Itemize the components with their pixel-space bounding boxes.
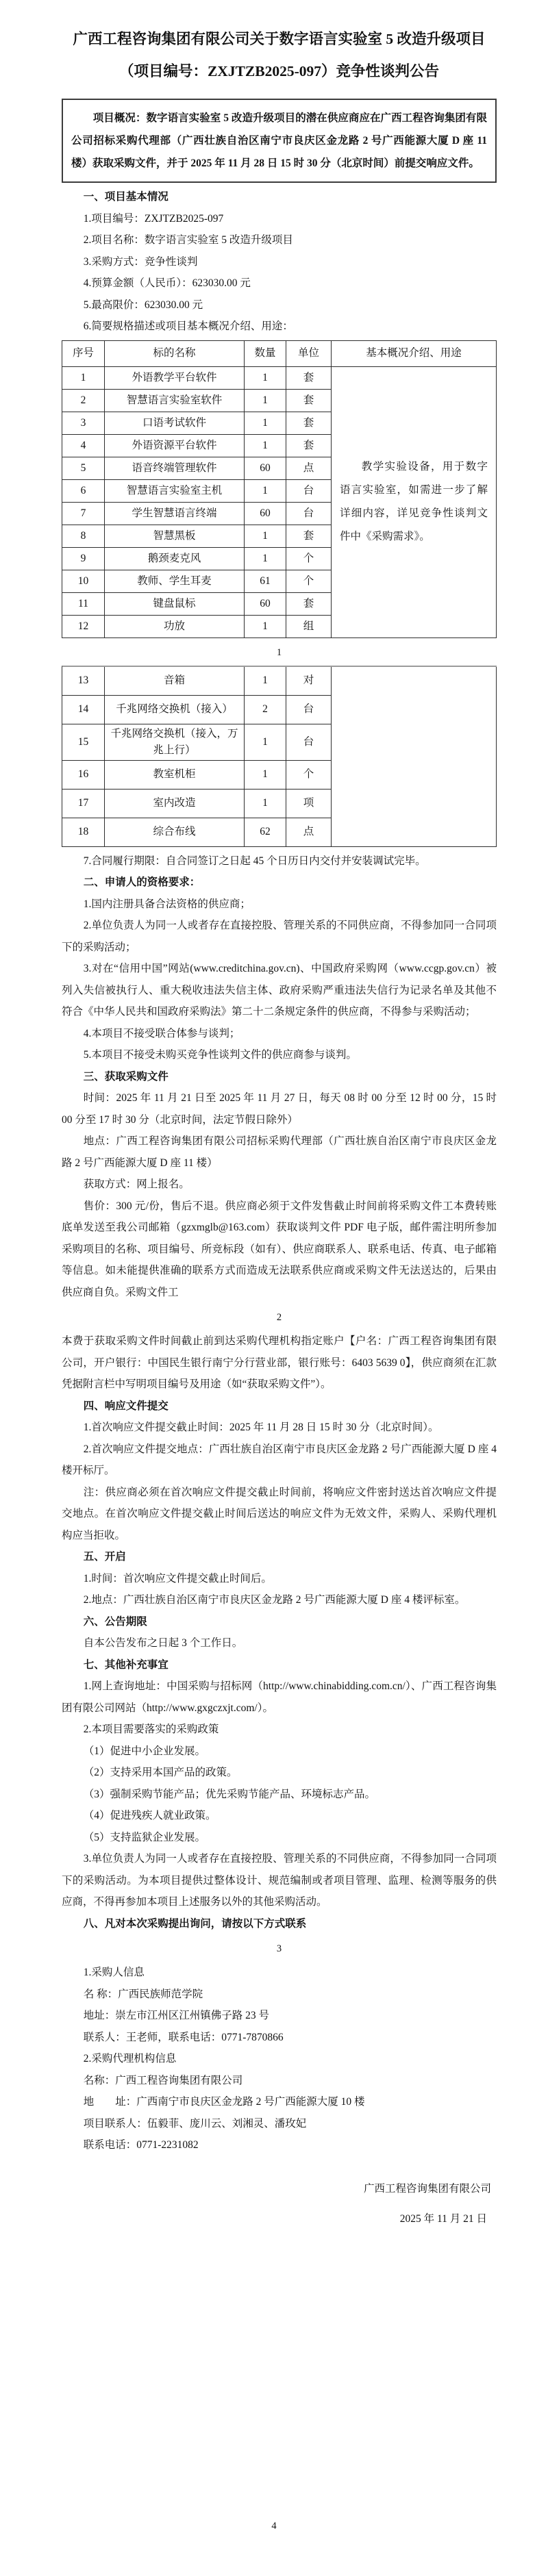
page-number-3: 3: [276, 1943, 282, 1954]
paragraph: 注：供应商必须在首次响应文件提交截止时间前，将响应文件密封送达首次响应文件提交地点。在首次响应文件提交截止时间后送达的响应文件为无效文件，采购人、采购代理机构应当拒收。: [62, 1486, 497, 1541]
table-cell-unit: 套: [286, 435, 332, 457]
table-cell-no: 16: [62, 761, 105, 790]
table-cell-name: 功放: [105, 616, 245, 638]
table-cell-name: 综合布线: [105, 818, 245, 847]
paragraph: 七、其他补充事宜: [83, 1658, 169, 1671]
title-line-2: （项目编号：ZXJTZB2025-097）竞争性谈判公告: [119, 63, 440, 79]
table-cell-qty: 62: [245, 818, 286, 847]
paragraph: 2.单位负责人为同一人或者存在直接控股、管理关系的不同供应商，不得参加同一合同项下的采购活动；: [62, 920, 497, 953]
table-cell-no: 8: [62, 525, 105, 548]
page-number-1: 1: [276, 646, 282, 658]
table-cell-qty: 1: [245, 390, 286, 412]
table-header-qty: 数量: [245, 341, 286, 367]
table-cell-unit: 台: [286, 724, 332, 761]
paragraph: 三、获取采购文件: [83, 1070, 169, 1083]
table-cell-no: 1: [62, 367, 105, 390]
table-cell-unit: 点: [286, 818, 332, 847]
table-cell-no: 12: [62, 616, 105, 638]
paragraph: 7.合同履行期限：自合同签订之日起 45 个日历日内交付并安装调试完毕。: [83, 855, 426, 867]
table-cell-unit: 套: [286, 593, 332, 616]
paragraph: 1.首次响应文件提交截止时间：2025 年 11 月 28 日 15 时 30 分（北京时间）。: [83, 1422, 439, 1433]
table-cell-no: 10: [62, 570, 105, 593]
table-cell-name: 教室机柜: [105, 761, 245, 790]
table-cell-qty: 60: [245, 593, 286, 616]
table-cell-unit: 个: [286, 761, 332, 790]
table-header-unit: 单位: [286, 341, 332, 367]
table-cell-no: 9: [62, 548, 105, 570]
table-cell-qty: 60: [245, 503, 286, 525]
table-cell-qty: 61: [245, 570, 286, 593]
table-cell-name: 教师、学生耳麦: [105, 570, 245, 593]
project-overview-body: 数字语言实验室 5 改造升级项目的潜在供应商应在广西工程咨询集团有限公司招标采购代理部（广西壮族自治区南宁市良庆区金龙路 2 号广西能源大厦 D 座 11 楼）获取采购文件，并于 2025 年 11 月 28 日 15 时 30 分（北京时间）前提交响应文件。: [71, 112, 487, 169]
paragraph: 2.采购代理机构信息: [83, 2053, 177, 2064]
table-cell-no: 18: [62, 818, 105, 847]
table-cell-unit: 组: [286, 616, 332, 638]
paragraph: 5.本项目不接受未购买竞争性谈判文件的供应商参与谈判。: [83, 1049, 357, 1061]
project-overview-text: [71, 107, 487, 175]
paragraph: （2）支持采用本国产品的政策。: [83, 1767, 238, 1778]
table-header-name: 标的名称: [105, 341, 245, 367]
table-cell-name: 口语考试软件: [105, 412, 245, 435]
page-title: [62, 23, 497, 88]
paragraph: 3.单位负责人为同一人或者存在直接控股、管理关系的不同供应商，不得参加同一合同项下的采购活动。为本项目提供过整体设计、规范编制或者项目管理、监理、检测等服务的供应商，不得再参加本项目上述服务以外的其他采购活动。: [62, 1853, 497, 1908]
table-note-text: 教学实验设备，用于数字语言实验室，如需进一步了解详细内容，详见竞争性谈判文件中《采购需求》。: [340, 461, 488, 542]
table-cell-name: 键盘鼠标: [105, 593, 245, 616]
table-cell-unit: 台: [286, 503, 332, 525]
table-cell-no: 5: [62, 457, 105, 480]
paragraph: （4）促进残疾人就业政策。: [83, 1810, 216, 1821]
table-cell-name: 学生智慧语言终端: [105, 503, 245, 525]
paragraph: 1.项目编号：ZXJTZB2025-097: [83, 212, 224, 225]
table-note-cell: [332, 367, 497, 638]
paragraph: 4.预算金额（人民币）：623030.00 元: [83, 277, 251, 289]
project-overview-box: [62, 99, 497, 183]
paragraph: 2.项目名称：数字语言实验室 5 改造升级项目: [83, 234, 293, 246]
paragraph: 地点：广西工程咨询集团有限公司招标采购代理部（广西壮族自治区南宁市良庆区金龙路 2 号广西能源大厦 D 座 11 楼）: [62, 1135, 497, 1169]
page-number-2: 2: [276, 1312, 282, 1323]
table-cell-name: 智慧语言实验室主机: [105, 480, 245, 503]
paragraph: （3）强制采购节能产品；优先采购节能产品、环境标志产品。: [83, 1788, 376, 1800]
signature-organization: 广西工程咨询集团有限公司: [363, 2182, 491, 2195]
paragraph: 1.国内注册具备合法资格的供应商；: [83, 898, 251, 910]
page-number-4: 4: [271, 2521, 277, 2531]
table-cell-unit: 套: [286, 390, 332, 412]
table-cell-qty: 1: [245, 724, 286, 761]
project-overview-label: 项目概况：: [92, 112, 147, 124]
paragraph: 售价：300 元/份，售后不退。供应商必须于文件发售截止时间前将采购文件工本费转账底单发送至我公司邮箱（gzxmglb@163.com）获取谈判文件 PDF 电子版，邮件需注明所参加采购项目的名称、项目编号、所竞标段（如有）、供应商联系人、联系电话、传真、电子邮箱等信息。如未能提供准确的联系方式而造成无法联系供应商或采购文件无法送达的，后果由供应商自负。采购文件工: [62, 1200, 497, 1298]
table-cell-qty: 1: [245, 761, 286, 790]
table-cell-qty: 1: [245, 667, 286, 696]
paragraph: 1.时间：首次响应文件提交截止时间后。: [83, 1572, 272, 1584]
paragraph: 2.本项目需要落实的采购政策: [83, 1723, 219, 1735]
paragraph: 八、凡对本次采购提出询问，请按以下方式联系: [83, 1917, 307, 1930]
paragraph: 3.采购方式：竞争性谈判: [83, 255, 198, 268]
table-header-no: 序号: [62, 341, 105, 367]
table-cell-unit: 对: [286, 667, 332, 696]
table-cell-qty: 60: [245, 457, 286, 480]
table-cell-unit: 套: [286, 412, 332, 435]
paragraph: 项目联系人：伍毅菲、庞川云、刘湘灵、潘玫妃: [83, 2117, 307, 2130]
signature-date: 2025 年 11 月 21 日: [399, 2212, 487, 2225]
paragraph: 地址：崇左市江州区江州镇佛子路 23 号: [83, 2010, 270, 2021]
table-cell-unit: 套: [286, 525, 332, 548]
table-cell-name: 语音终端管理软件: [105, 457, 245, 480]
table-cell-no: 3: [62, 412, 105, 435]
table-cell-no: 14: [62, 696, 105, 724]
paragraph: 4.本项目不接受联合体参与谈判；: [83, 1027, 240, 1039]
table-cell-no: 13: [62, 667, 105, 696]
table-cell-no: 7: [62, 503, 105, 525]
paragraph: 名 称：广西民族师范学院: [83, 1988, 203, 2000]
signature-block: [62, 2174, 497, 2234]
paragraph: 自本公告发布之日起 3 个工作日。: [83, 1637, 243, 1649]
paragraph: 获取方式：网上报名。: [83, 1178, 190, 1190]
table-cell-unit: 个: [286, 548, 332, 570]
paragraph: 5.最高限价：623030.00 元: [83, 299, 203, 311]
table-cell-unit: 点: [286, 457, 332, 480]
table-header-desc: 基本概况介绍、用途: [332, 341, 497, 367]
table-cell-name: 外语资源平台软件: [105, 435, 245, 457]
section-contacts: [62, 1962, 497, 2156]
table-cell-qty: 1: [245, 412, 286, 435]
title-line-1: 广西工程咨询集团有限公司关于数字语言实验室 5 改造升级项目: [73, 31, 486, 47]
table-cell-qty: 1: [245, 480, 286, 503]
table-cell-name: 智慧语言实验室软件: [105, 390, 245, 412]
table-cell-unit: 台: [286, 480, 332, 503]
paragraph: 2.首次响应文件提交地点：广西壮族自治区南宁市良庆区金龙路 2 号广西能源大厦 D 座 4 楼开标厅。: [62, 1443, 497, 1476]
paragraph: 四、响应文件提交: [83, 1400, 169, 1412]
paragraph: （5）支持监狱企业发展。: [83, 1831, 206, 1843]
table-cell-name: 鹅颈麦克风: [105, 548, 245, 570]
table-note-cell-continued: [332, 667, 497, 847]
table-cell-no: 17: [62, 790, 105, 818]
table-cell-name: 外语教学平台软件: [105, 367, 245, 390]
paragraph: 1.网上查询地址：中国采购与招标网（http://www.chinabidding.com.cn/）、广西工程咨询集团有限公司网站（http://www.gxgczxjt.com/）。: [62, 1680, 497, 1714]
paragraph: 二、申请人的资格要求：: [83, 876, 201, 888]
table-cell-name: 千兆网络交换机（接入，万兆上行）: [105, 724, 245, 761]
paragraph: 2.地点：广西壮族自治区南宁市良庆区金龙路 2 号广西能源大厦 D 座 4 楼评标室。: [83, 1594, 466, 1606]
table-cell-unit: 项: [286, 790, 332, 818]
paragraph: 6.简要规格描述或项目基本概况介绍、用途：: [83, 320, 293, 332]
section-page2-text: [62, 850, 497, 1304]
paragraph: 联系电话：0771-2231082: [83, 2139, 199, 2151]
table-cell-unit: 套: [286, 367, 332, 390]
section-page3-text: [62, 1330, 497, 1934]
paragraph: 时间：2025 年 11 月 21 日至 2025 年 11 月 27 日，每天 08 时 00 分至 12 时 00 分，15 时 00 分至 17 时 30 分（北京时间，法定节假日除外）: [62, 1092, 497, 1126]
table-cell-name: 室内改造: [105, 790, 245, 818]
paragraph: 一、项目基本情况: [83, 191, 169, 203]
paragraph: （1）促进中小企业发展。: [83, 1745, 206, 1757]
table-cell-unit: 台: [286, 696, 332, 724]
paragraph: 本费于获取采购文件时间截止前到达采购代理机构指定账户【户名：广西工程咨询集团有限公司，开户银行：中国民生银行南宁分行营业部，银行账号：6403 5639 0】，供应商须在汇款凭据附言栏中写明项目编号及用途（如“获取采购文件”）。: [62, 1335, 497, 1390]
paragraph: 六、公告期限: [83, 1615, 147, 1628]
table-cell-no: 11: [62, 593, 105, 616]
table-cell-name: 音箱: [105, 667, 245, 696]
paragraph: 1.采购人信息: [83, 1967, 145, 1978]
paragraph: 五、开启: [83, 1551, 126, 1563]
paragraph: 3.对在“信用中国”网站(www.creditchina.gov.cn)、中国政府采购网（www.ccgp.gov.cn）被列入失信被执行人、重大税收违法失信主体、政府采购严重违法失信行为记录名单及其他不符合《中华人民共和国政府采购法》第二十二条规定条件的供应商，不得参与采购活动；: [62, 963, 497, 1018]
table-cell-qty: 1: [245, 367, 286, 390]
table-cell-no: 15: [62, 724, 105, 761]
table-cell-no: 2: [62, 390, 105, 412]
items-table-part1: [62, 340, 497, 638]
paragraph: 联系人：王老师，联系电话：0771-7870866: [83, 2031, 284, 2043]
table-cell-qty: 1: [245, 616, 286, 638]
table-cell-qty: 1: [245, 525, 286, 548]
table-cell-qty: 1: [245, 435, 286, 457]
table-cell-no: 4: [62, 435, 105, 457]
table-cell-qty: 1: [245, 790, 286, 818]
table-cell-qty: 2: [245, 696, 286, 724]
section-basic-info: [62, 186, 497, 338]
table-cell-name: 千兆网络交换机（接入）: [105, 696, 245, 724]
table-cell-qty: 1: [245, 548, 286, 570]
paragraph: 名称：广西工程咨询集团有限公司: [83, 2074, 243, 2086]
items-table-part2: [62, 666, 497, 847]
paragraph: 地 址：广西南宁市良庆区金龙路 2 号广西能源大厦 10 楼: [83, 2096, 365, 2108]
table-cell-no: 6: [62, 480, 105, 503]
table-cell-unit: 个: [286, 570, 332, 593]
table-cell-name: 智慧黑板: [105, 525, 245, 548]
